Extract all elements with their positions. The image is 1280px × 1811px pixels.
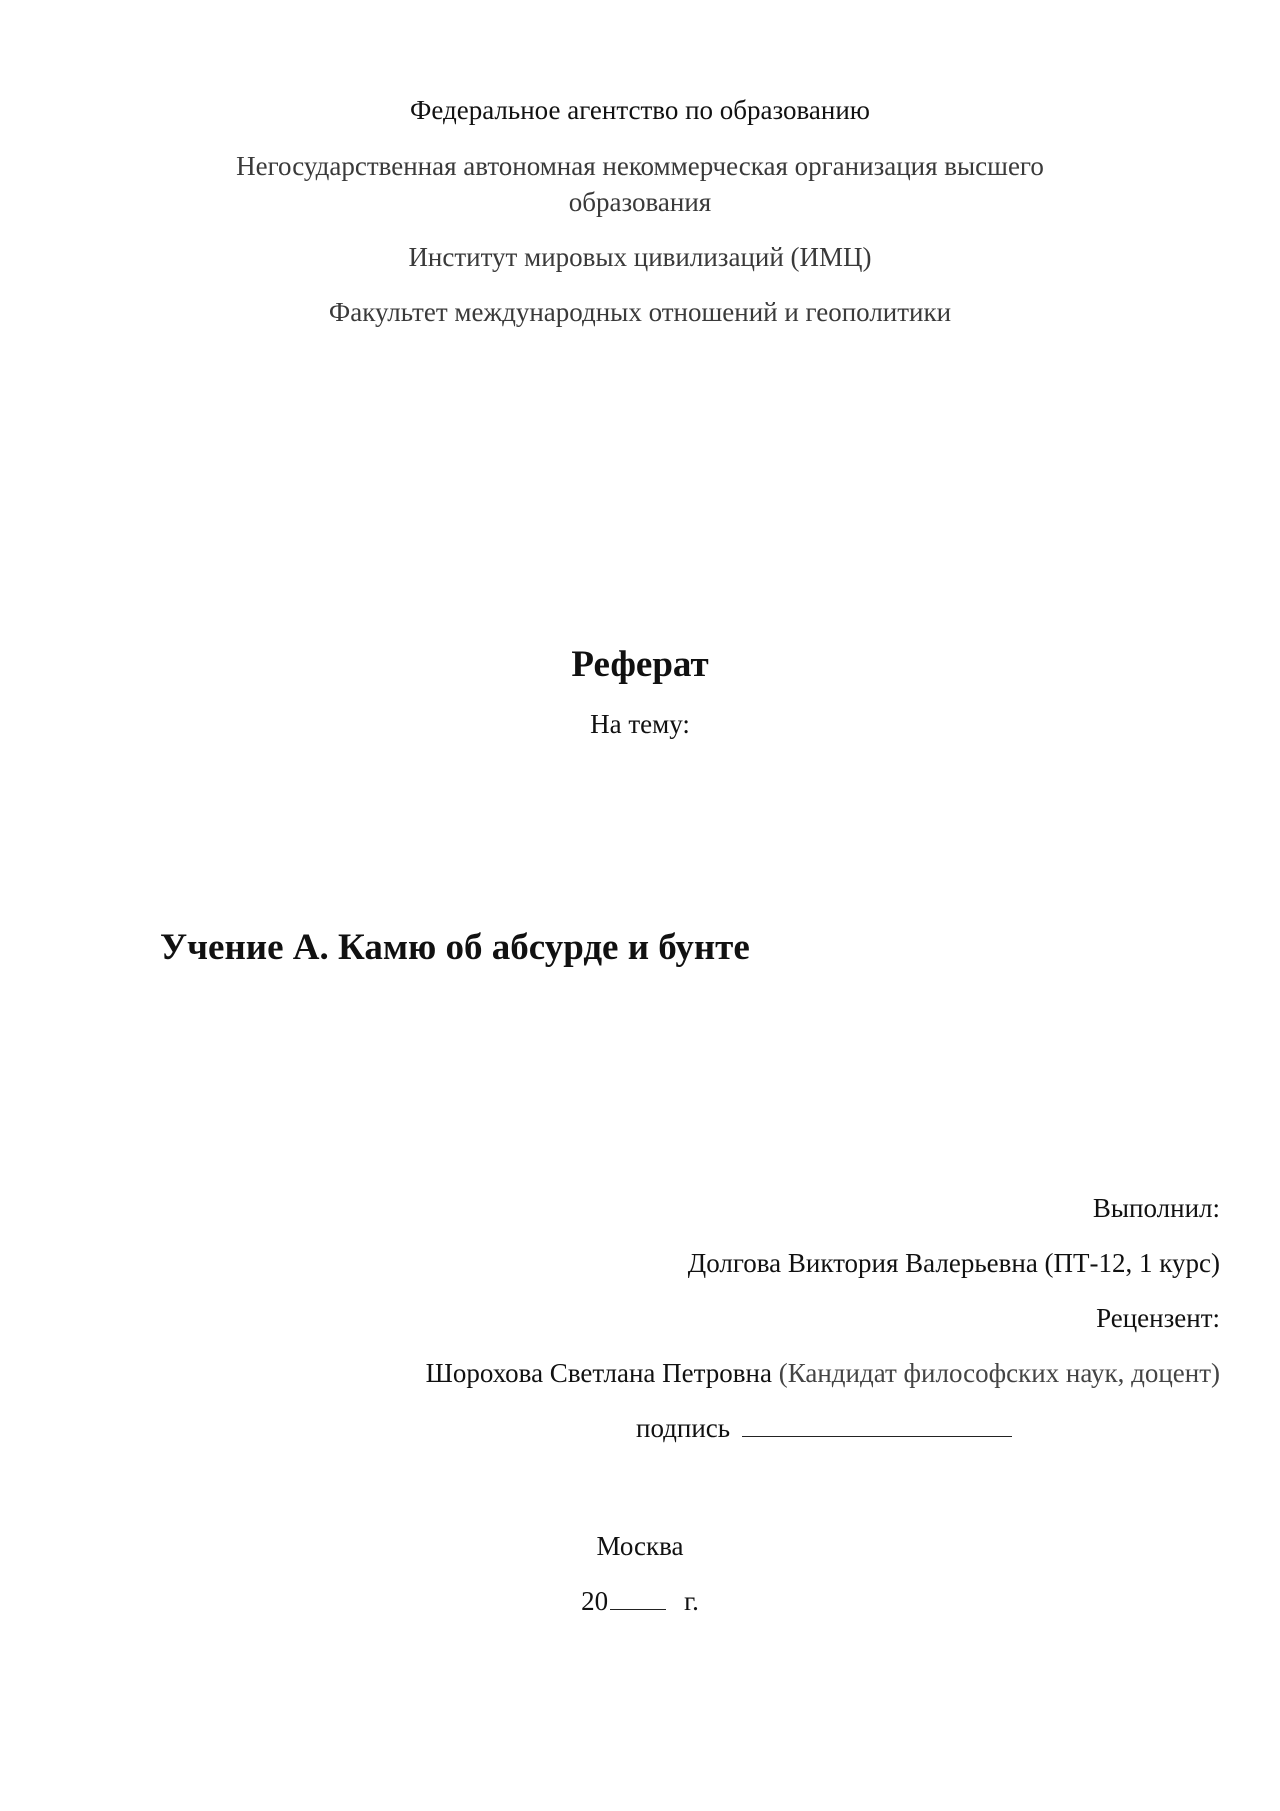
topic-label: На тему:: [590, 709, 690, 739]
year-line: [0, 1583, 1280, 1619]
year-blank: [610, 1583, 666, 1610]
reviewer-title: (Кандидат философских наук, доцент): [778, 1358, 1220, 1388]
header-institute: Институт мировых цивилизаций (ИМЦ): [408, 242, 872, 272]
document-type-heading: Реферат: [571, 644, 709, 685]
author-label: Выполнил:: [1092, 1193, 1220, 1223]
header-agency: Федеральное агентство по образованию: [410, 95, 870, 125]
year-suffix: г.: [684, 1586, 699, 1616]
year-prefix: 20: [581, 1586, 609, 1616]
header-organization-line2: образования: [568, 187, 712, 217]
author-name: Долгова Виктория Валерьевна (ПТ-12, 1 курс): [687, 1248, 1220, 1278]
signature-line: [636, 1410, 1012, 1446]
reviewer-line: [426, 1355, 1220, 1391]
signature-label: подпись: [636, 1413, 731, 1443]
header-organization-line1: Негосударственная автономная некоммерческая организация высшего: [236, 151, 1044, 181]
reviewer-name: Шорохова Светлана Петровна: [425, 1358, 772, 1388]
topic-title: Учение А. Камю об абсурде и бунте: [160, 927, 750, 968]
header-faculty: Факультет международных отношений и геополитики: [328, 297, 952, 327]
reviewer-label: Рецензент:: [1096, 1303, 1220, 1333]
city: Москва: [596, 1531, 684, 1561]
signature-blank: [742, 1410, 1012, 1437]
